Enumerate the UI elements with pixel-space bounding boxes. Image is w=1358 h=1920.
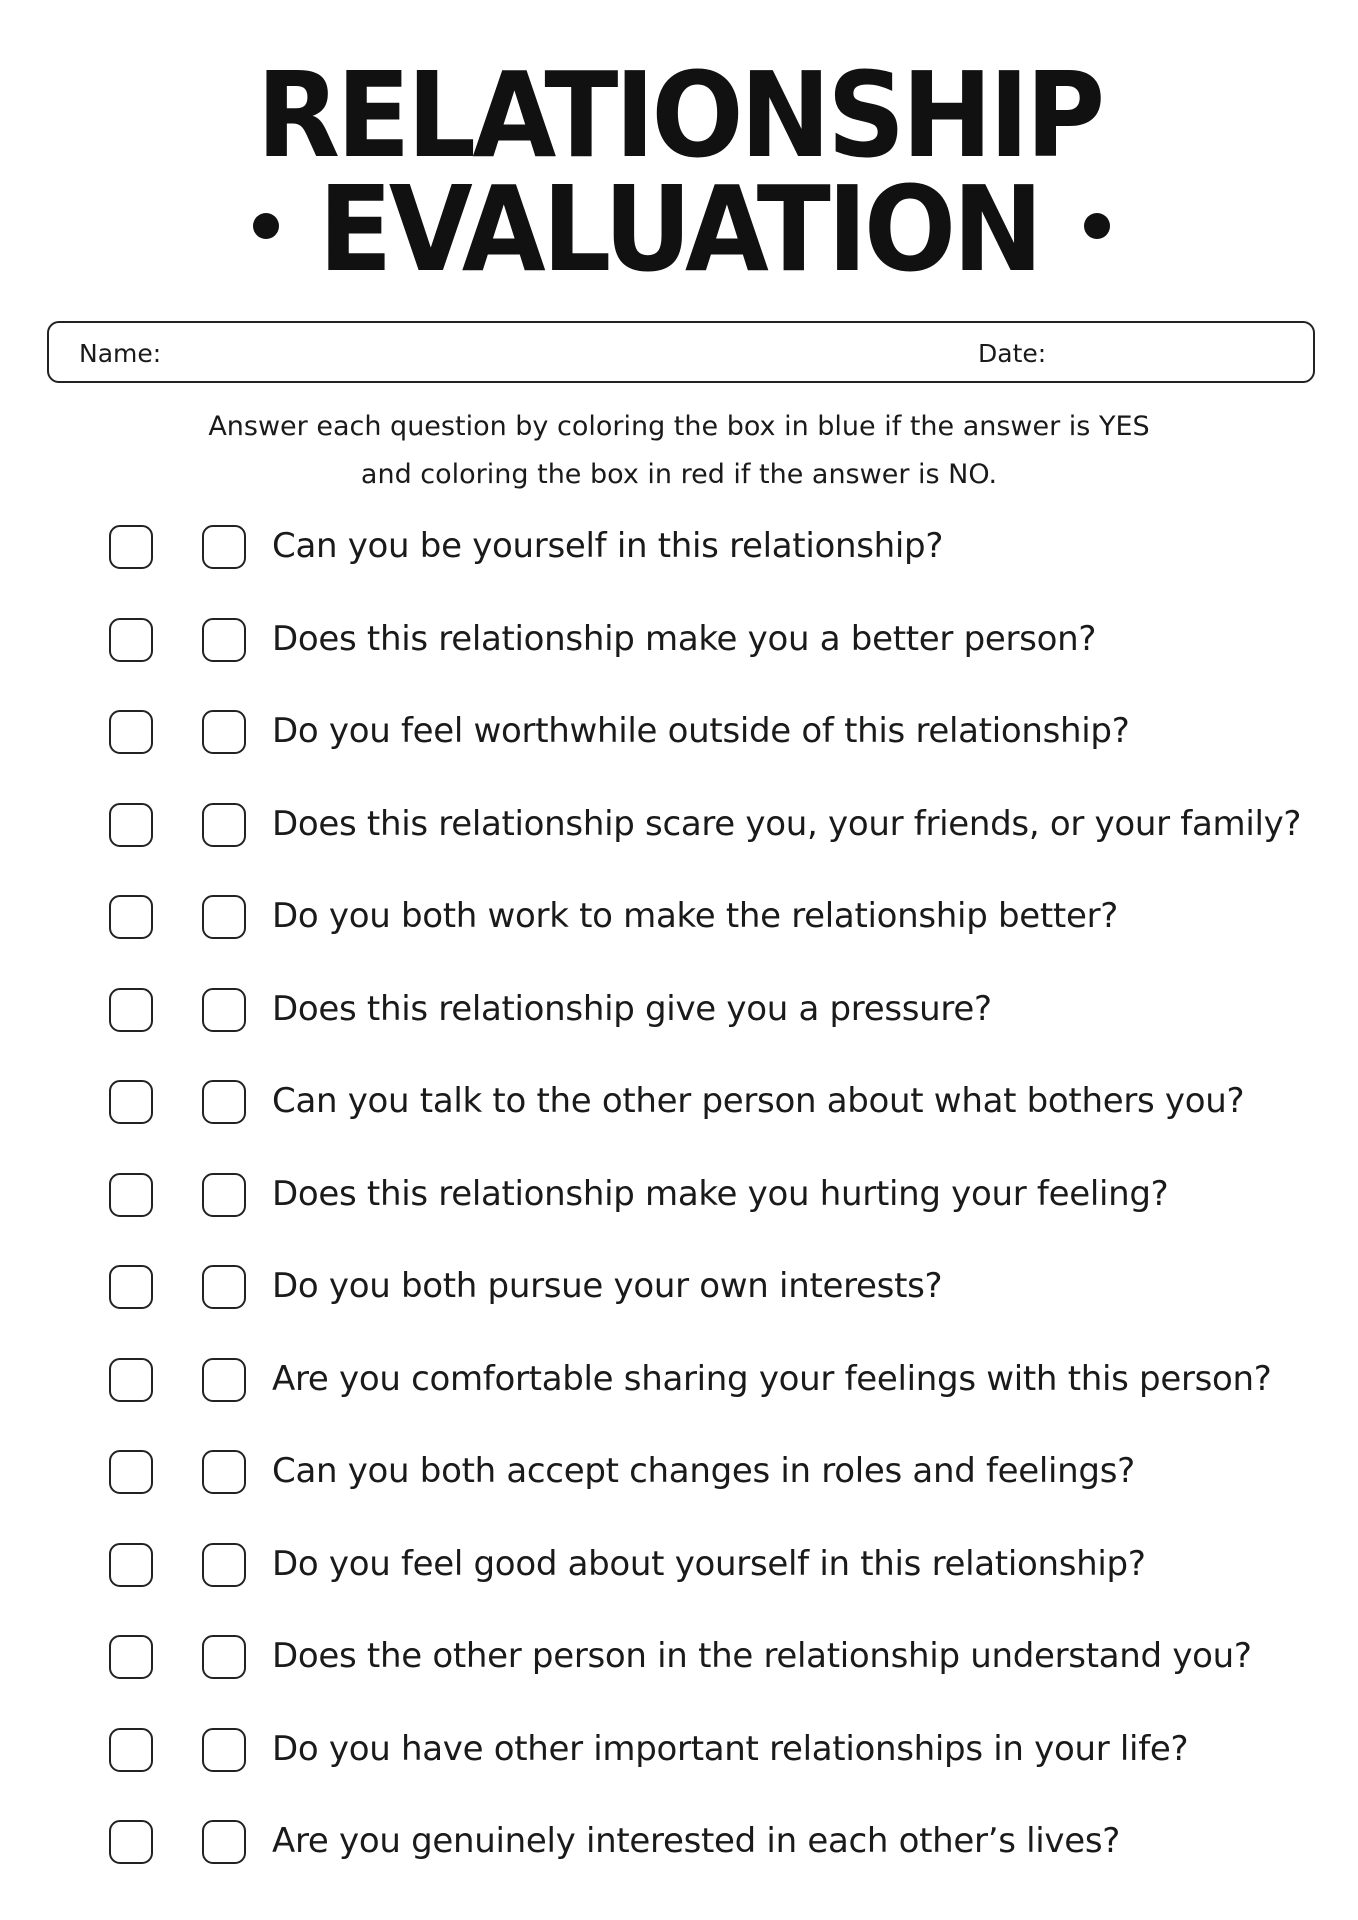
question-text: Do you both work to make the relationship better? [272,896,1118,936]
question-text: Are you genuinely interested in each other’s lives? [272,1821,1121,1861]
no-checkbox[interactable] [202,988,246,1032]
yes-checkbox[interactable] [109,1635,153,1679]
question-row [0,520,1358,580]
no-checkbox[interactable] [202,1080,246,1124]
no-checkbox[interactable] [202,1635,246,1679]
question-row [0,1538,1358,1598]
no-checkbox[interactable] [202,1173,246,1217]
yes-checkbox[interactable] [109,1358,153,1402]
no-checkbox[interactable] [202,895,246,939]
yes-checkbox[interactable] [109,1265,153,1309]
question-text: Can you talk to the other person about what bothers you? [272,1081,1245,1121]
question-row [0,1353,1358,1413]
no-checkbox[interactable] [202,1728,246,1772]
question-text: Does this relationship give you a pressure? [272,989,992,1029]
question-row [0,613,1358,673]
title-line-evaluation: EVALUATION [318,160,1040,298]
question-row [0,1260,1358,1320]
no-checkbox[interactable] [202,1358,246,1402]
question-row [0,705,1358,765]
question-row [0,1075,1358,1135]
instructions [0,403,1358,499]
yes-checkbox[interactable] [109,1173,153,1217]
no-checkbox[interactable] [202,1265,246,1309]
question-text: Does this relationship make you a better person? [272,619,1097,659]
question-row [0,798,1358,858]
name-date-field[interactable] [47,321,1315,383]
yes-checkbox[interactable] [109,1080,153,1124]
yes-checkbox[interactable] [109,618,153,662]
no-checkbox[interactable] [202,710,246,754]
question-text: Do you feel worthwhile outside of this relationship? [272,711,1130,751]
question-text: Do you have other important relationships in your life? [272,1729,1189,1769]
instructions-line-1: Answer each question by coloring the box in blue if the answer is YES [208,411,1150,442]
question-text: Are you comfortable sharing your feelings with this person? [272,1359,1272,1399]
no-checkbox[interactable] [202,803,246,847]
instructions-line-2: and coloring the box in red if the answer is NO. [360,459,998,490]
question-row [0,1168,1358,1228]
yes-checkbox[interactable] [109,803,153,847]
no-checkbox[interactable] [202,1543,246,1587]
question-row [0,1630,1358,1690]
name-label: Name: [79,339,162,368]
question-text: Do you both pursue your own interests? [272,1266,943,1306]
no-checkbox[interactable] [202,525,246,569]
question-text: Does this relationship make you hurting your feeling? [272,1174,1169,1214]
yes-checkbox[interactable] [109,1820,153,1864]
date-label: Date: [978,339,1047,368]
question-row [0,1815,1358,1875]
yes-checkbox[interactable] [109,988,153,1032]
yes-checkbox[interactable] [109,710,153,754]
question-text: Do you feel good about yourself in this relationship? [272,1544,1146,1584]
question-text: Can you both accept changes in roles and feelings? [272,1451,1135,1491]
question-text: Can you be yourself in this relationship? [272,526,944,566]
title-line-relationship: RELATIONSHIP [256,46,1102,184]
no-checkbox[interactable] [202,1450,246,1494]
yes-checkbox[interactable] [109,525,153,569]
yes-checkbox[interactable] [109,1728,153,1772]
bullet-dot-right [1084,213,1110,239]
question-text: Does the other person in the relationship understand you? [272,1636,1252,1676]
yes-checkbox[interactable] [109,1543,153,1587]
yes-checkbox[interactable] [109,895,153,939]
no-checkbox[interactable] [202,1820,246,1864]
question-row [0,1723,1358,1783]
question-row [0,983,1358,1043]
question-row [0,1445,1358,1505]
yes-checkbox[interactable] [109,1450,153,1494]
question-row [0,890,1358,950]
no-checkbox[interactable] [202,618,246,662]
question-text: Does this relationship scare you, your friends, or your family? [272,804,1302,844]
